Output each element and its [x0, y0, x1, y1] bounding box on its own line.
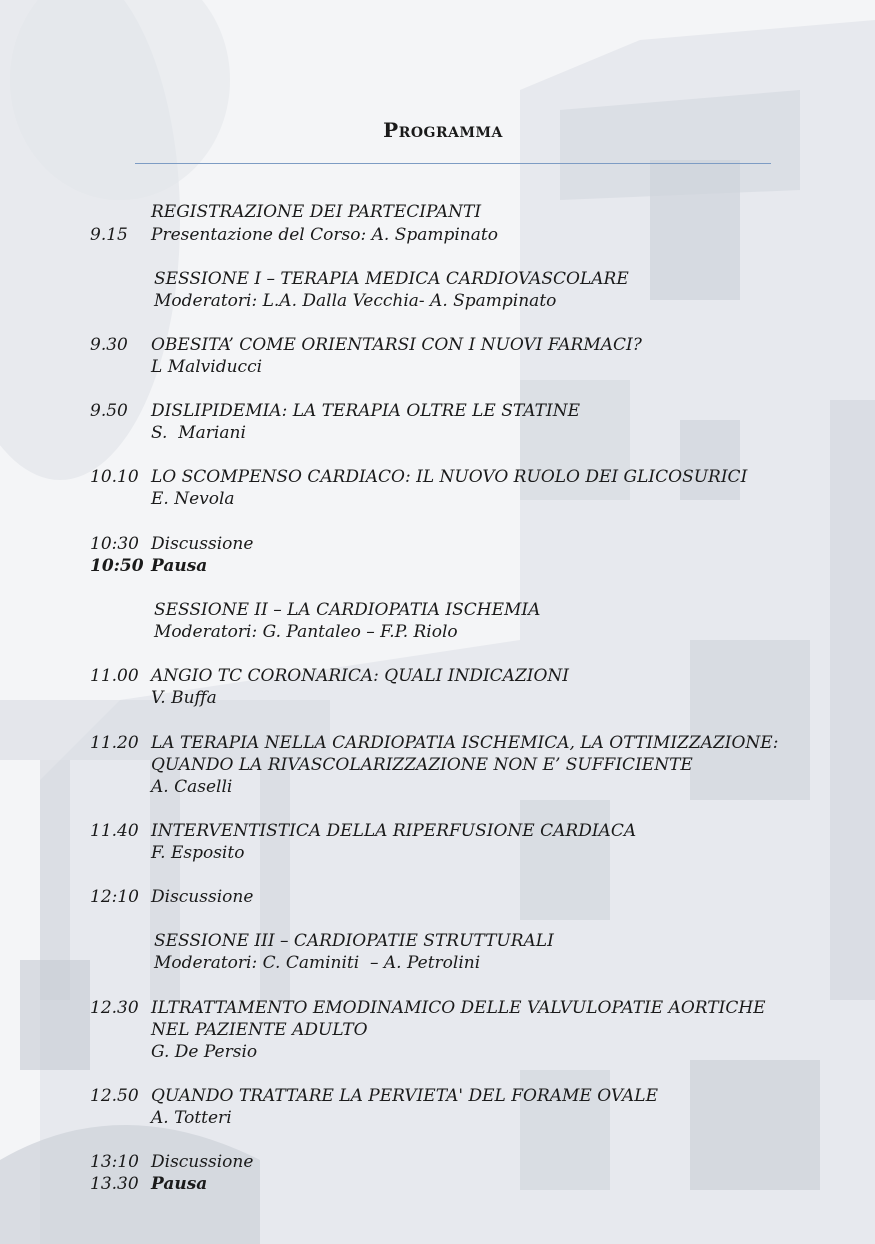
entry-line: ILTRATTAMENTO EMODINAMICO DELLE VALVULOPATIE AORTICHE: [151, 998, 766, 1018]
session-header: [90, 930, 810, 974]
program-entry: [90, 1151, 810, 1173]
program-entry: [90, 224, 810, 246]
session-title: SESSIONE I – TERAPIA MEDICA CARDIOVASCOLARE: [154, 269, 629, 289]
entry-speaker: E. Nevola: [151, 489, 235, 509]
entry-time: 9.30: [90, 335, 128, 355]
entry-time: 10:50: [90, 556, 144, 576]
session-moderators: Moderatori: G. Pantaleo – F.P. Riolo: [154, 622, 458, 642]
entry-line: REGISTRAZIONE DEI PARTECIPANTI: [151, 202, 482, 222]
program-entry: [90, 820, 810, 864]
entry-speaker: S. Mariani: [151, 423, 246, 443]
entry-line: LA TERAPIA NELLA CARDIOPATIA ISCHEMICA, LA OTTIMIZZAZIONE:: [151, 733, 779, 753]
entry-line: Discussione: [151, 887, 254, 907]
entry-speaker: G. De Persio: [151, 1042, 258, 1062]
entry-time: 10.10: [90, 467, 139, 487]
entry-line: QUANDO LA RIVASCOLARIZZAZIONE NON E’ SUFFICIENTE: [151, 755, 693, 775]
entry-line: QUANDO TRATTARE LA PERVIETA' DEL FORAME OVALE: [151, 1086, 658, 1106]
entry-speaker: A. Totteri: [151, 1108, 232, 1128]
entry-speaker: V. Buffa: [151, 688, 217, 708]
session-moderators: Moderatori: C. Caminiti – A. Petrolini: [154, 953, 481, 973]
entry-line: Presentazione del Corso: A. Spampinato: [151, 225, 498, 245]
entry-speaker: A. Caselli: [151, 777, 233, 797]
page-title: Programma: [383, 118, 503, 142]
entry-time: 9.15: [90, 225, 128, 245]
entry-time: 12.30: [90, 998, 139, 1018]
title-divider: [135, 163, 771, 164]
entry-speaker: L Malviducci: [151, 357, 263, 377]
entry-line: Pausa: [151, 556, 208, 576]
entry-time: 12:10: [90, 887, 139, 907]
entry-time: 11.40: [90, 821, 139, 841]
program-entry: [90, 1085, 810, 1129]
entry-line: DISLIPIDEMIA: LA TERAPIA OLTRE LE STATINE: [151, 401, 580, 421]
session-title: SESSIONE II – LA CARDIOPATIA ISCHEMIA: [154, 600, 541, 620]
program-entry: [90, 732, 810, 798]
entry-line: Discussione: [151, 534, 254, 554]
entry-line: Discussione: [151, 1152, 254, 1172]
program-entry: [90, 886, 810, 908]
program-entry: [90, 201, 810, 223]
entry-time: 11.00: [90, 666, 139, 686]
entry-time: 12.50: [90, 1086, 139, 1106]
entry-time: 11.20: [90, 733, 139, 753]
session-title: SESSIONE III – CARDIOPATIE STRUTTURALI: [154, 931, 554, 951]
program-entry: [90, 997, 810, 1063]
program-entry: [90, 665, 810, 709]
entry-time: 9.50: [90, 401, 128, 421]
program-entry: [90, 334, 810, 378]
program-entry: [90, 466, 810, 510]
program-entry-break: [90, 1173, 810, 1195]
entry-line: NEL PAZIENTE ADULTO: [151, 1020, 368, 1040]
session-moderators: Moderatori: L.A. Dalla Vecchia- A. Spampinato: [154, 291, 557, 311]
entry-speaker: F. Esposito: [151, 843, 245, 863]
program-entry: [90, 400, 810, 444]
entry-line: ANGIO TC CORONARICA: QUALI INDICAZIONI: [151, 666, 570, 686]
entry-time: 13.30: [90, 1174, 139, 1194]
entry-line: LO SCOMPENSO CARDIACO: IL NUOVO RUOLO DEI GLICOSURICI: [151, 467, 748, 487]
entry-time: 13:10: [90, 1152, 139, 1172]
session-header: [90, 599, 810, 643]
session-header: [90, 268, 810, 312]
entry-line: Pausa: [151, 1174, 208, 1194]
entry-time: 10:30: [90, 534, 139, 554]
entry-line: INTERVENTISTICA DELLA RIPERFUSIONE CARDIACA: [151, 821, 637, 841]
entry-line: OBESITA’ COME ORIENTARSI CON I NUOVI FARMACI?: [151, 335, 642, 355]
program-entry: [90, 533, 810, 555]
program-entry-break: [90, 555, 810, 577]
